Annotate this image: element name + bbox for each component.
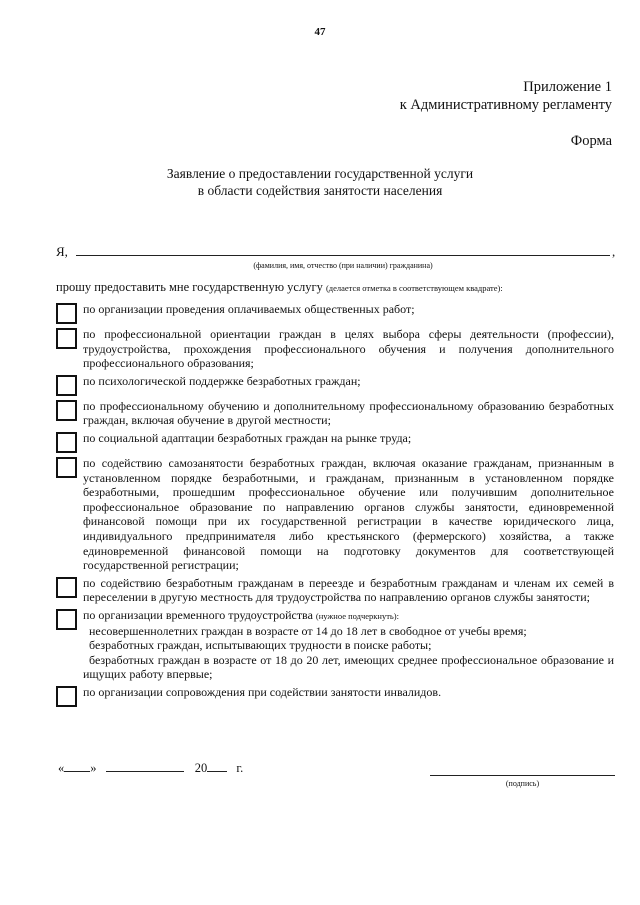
request-text: прошу предоставить мне государственную услугу bbox=[56, 280, 326, 294]
option-checkbox[interactable] bbox=[56, 432, 77, 453]
annex-line-2: к Административному регламенту bbox=[399, 97, 612, 113]
temp-employment-text: по организации временного трудоустройства bbox=[83, 607, 316, 622]
option-checkbox[interactable] bbox=[56, 303, 77, 324]
document-title bbox=[0, 165, 640, 199]
request-note: (делается отметка в соответствующем квадрате): bbox=[325, 283, 503, 293]
annex-line-1: Приложение 1 bbox=[523, 79, 612, 95]
date-year-prefix: 20 bbox=[194, 761, 208, 775]
option-label: по организации проведения оплачиваемых общественных работ; bbox=[83, 302, 415, 316]
temp-employment-note: (нужное подчеркнуть): bbox=[315, 610, 399, 621]
page-number: 47 bbox=[314, 26, 326, 38]
signature-field[interactable] bbox=[430, 775, 615, 776]
title-line-1: Заявление о предоставлении государственной услуги bbox=[166, 166, 474, 181]
service-option bbox=[56, 431, 614, 453]
option-checkbox[interactable] bbox=[56, 375, 77, 396]
option-label: по профессиональному обучению и дополнительному профессиональному образованию безработных граждан, включая обучение в другой местности; bbox=[83, 398, 614, 428]
service-option-temp-employment bbox=[56, 608, 614, 682]
applicant-suffix: , bbox=[612, 244, 616, 259]
option-label: по социальной адаптации безработных граждан на рынке труда; bbox=[83, 430, 412, 445]
temp-employment-subitem[interactable]: безработных граждан в возрасте от 18 до 20 лет, имеющих среднее профессиональное образование и ищущих работу впервые; bbox=[83, 652, 614, 682]
service-option bbox=[56, 399, 614, 428]
signature-hint: (подпись) bbox=[505, 779, 540, 788]
applicant-name-field[interactable] bbox=[76, 255, 610, 256]
date-day-input[interactable] bbox=[64, 760, 90, 772]
temp-employment-subitem[interactable]: несовершеннолетних граждан в возрасте от 14 до 18 лет в свободное от учебы время; bbox=[89, 623, 527, 638]
applicant-name-hint: (фамилия, имя, отчество (при наличии) гражданина) bbox=[253, 261, 433, 270]
option-checkbox[interactable] bbox=[56, 609, 77, 630]
applicant-prefix: Я, bbox=[56, 244, 68, 259]
option-label: по профессиональной ориентации граждан в целях выбора сферы деятельности (профессии), трудоустройства, прохождения профессионального обучения и получения дополнительного профессионального образования; bbox=[83, 327, 614, 371]
service-option bbox=[56, 374, 614, 396]
option-label: по содействию самозанятости безработных граждан, включая оказание гражданам, признанным в установленном порядке безработными, и гражданам, признанным в установленном порядке безработными, прошедшим профессиональное обучение или получившим дополнительное профессиональное образование по направлению органов службы занятости, единовременной финансовой помощи при их государственной регистрации в качестве юридического лица, индивидуального предпринимателя либо крестьянского (фермерского) хозяйства, а также единовременной финансовой помощи на подготовку документов для соответствующей государственной регистрации; bbox=[83, 455, 614, 573]
date-close-quote: » bbox=[90, 761, 97, 775]
annex-header bbox=[400, 78, 612, 114]
service-option bbox=[56, 576, 614, 605]
option-label: по психологической поддержке безработных граждан; bbox=[83, 373, 361, 388]
service-option bbox=[56, 302, 614, 324]
option-checkbox[interactable] bbox=[56, 400, 77, 421]
date-year-input[interactable] bbox=[207, 760, 227, 772]
date-year-suffix: г. bbox=[236, 761, 244, 775]
option-label: по организации сопровождения при содействии занятости инвалидов. bbox=[83, 684, 442, 699]
service-options-list bbox=[56, 302, 614, 710]
date-field bbox=[58, 760, 243, 776]
form-label: Форма bbox=[570, 133, 612, 149]
temp-employment-subitem[interactable]: безработных граждан, испытывающих трудности в поиске работы; bbox=[89, 638, 432, 653]
option-checkbox[interactable] bbox=[56, 686, 77, 707]
request-sentence bbox=[56, 280, 503, 295]
service-option bbox=[56, 685, 614, 707]
service-option bbox=[56, 456, 614, 573]
option-checkbox[interactable] bbox=[56, 457, 77, 478]
option-label bbox=[83, 608, 614, 682]
option-checkbox[interactable] bbox=[56, 577, 77, 598]
title-line-2: в области содействия занятости населения bbox=[197, 183, 443, 198]
service-option bbox=[56, 327, 614, 371]
date-open-quote: « bbox=[58, 761, 65, 775]
option-label: по содействию безработным гражданам в переезде и безработным гражданам и членам их семей в переселении в другую местность для трудоустройства по направлению органов службы занятости; bbox=[83, 575, 614, 605]
date-month-input[interactable] bbox=[106, 760, 184, 772]
option-checkbox[interactable] bbox=[56, 328, 77, 349]
